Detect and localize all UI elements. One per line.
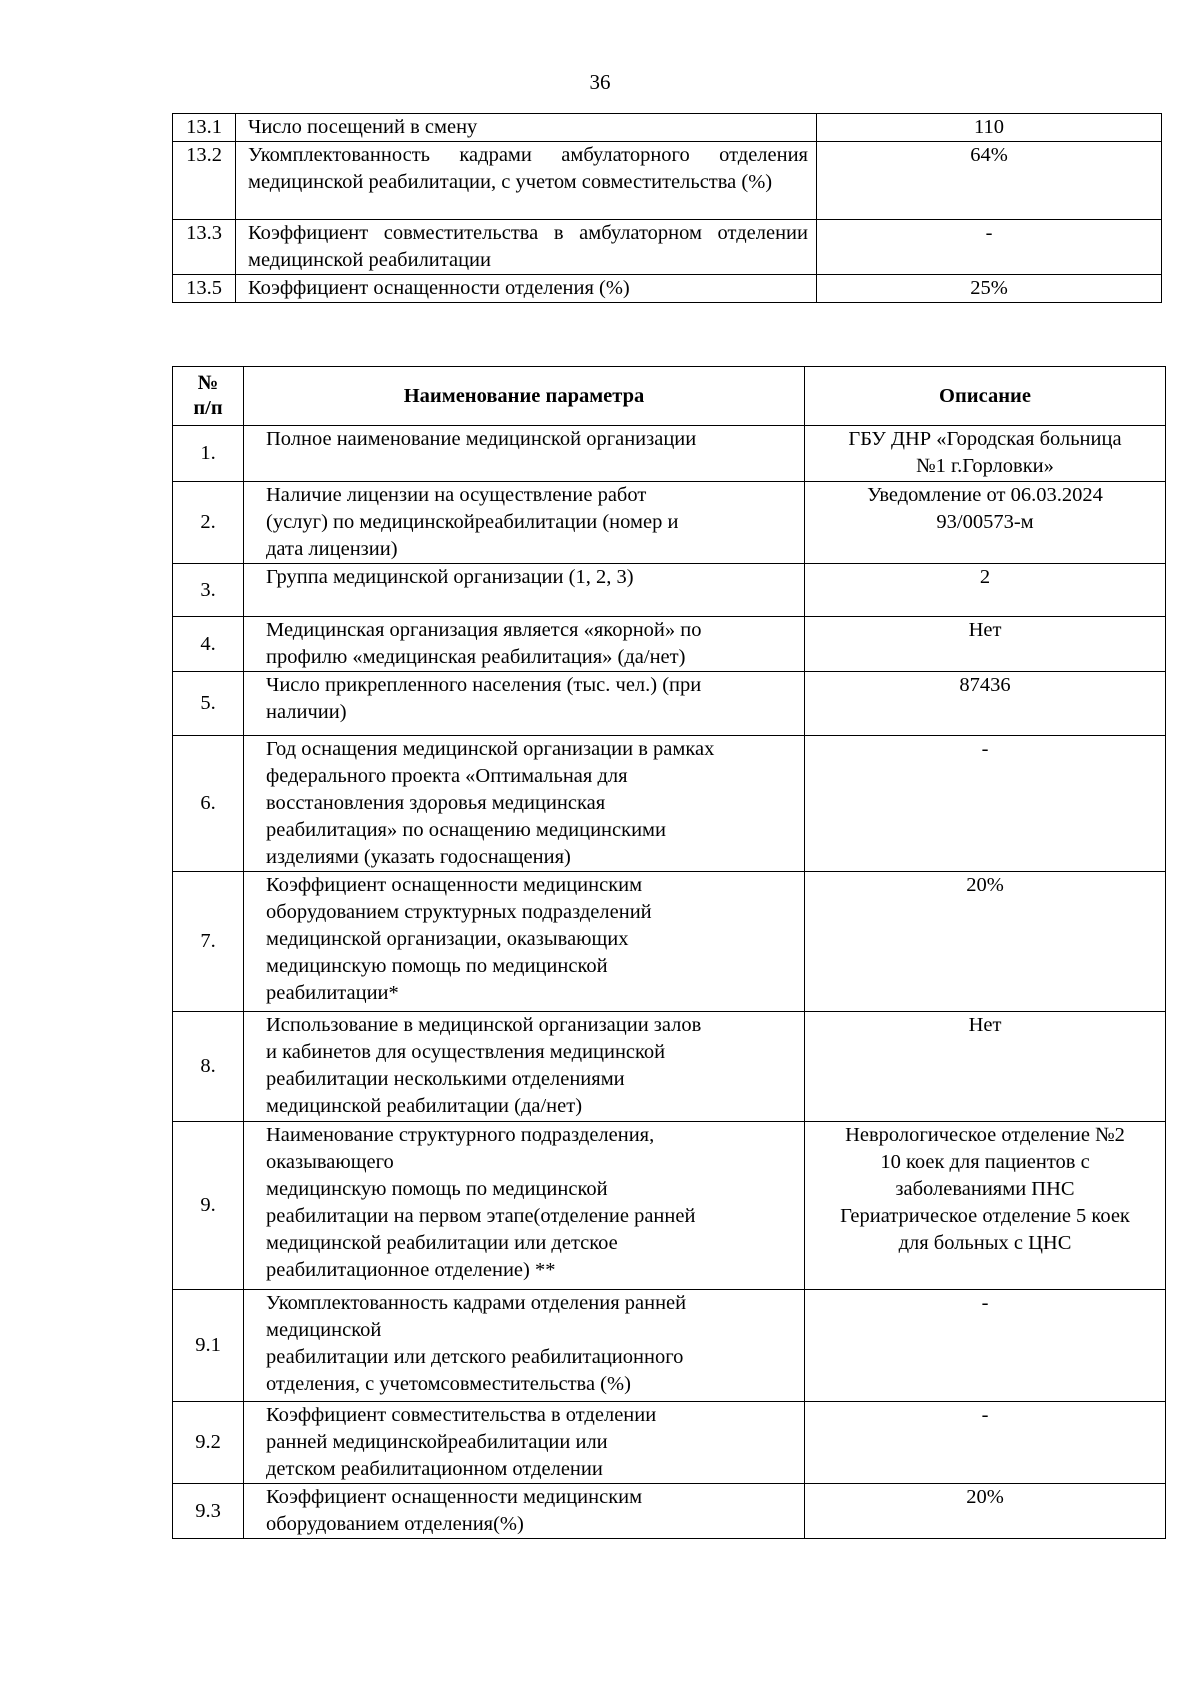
row-name-line: Год оснащения медицинской организации в рамках (266, 738, 715, 760)
table-row (173, 872, 1166, 1012)
continuation-table (172, 113, 1162, 303)
row-value: 110 (817, 114, 1162, 142)
row-description-line: №1 г.Горловки» (916, 455, 1054, 477)
row-description (805, 1290, 1166, 1402)
table-row (173, 736, 1166, 872)
table-row (173, 1012, 1166, 1122)
row-description (805, 617, 1166, 672)
row-number: 13.5 (173, 275, 236, 303)
header-num (173, 367, 244, 426)
row-description-line: 20% (966, 874, 1004, 896)
row-number: 6. (173, 736, 244, 872)
row-description (805, 426, 1166, 482)
row-name-line: наличии) (266, 701, 347, 723)
row-number: 9.3 (173, 1484, 244, 1539)
row-name: Коэффициент оснащенности отделения (%) (236, 275, 817, 303)
row-name-line: оборудованием структурных подразделений (266, 901, 652, 923)
header-name: Наименование параметра (244, 367, 805, 426)
row-name-line: профилю «медицинская реабилитация» (да/нет) (266, 646, 686, 668)
row-name-line: отделения, с учетомсовместительства (%) (266, 1373, 631, 1395)
row-name (244, 736, 805, 872)
table-row (173, 564, 1166, 617)
row-name-line: Медицинская организация является «якорной» по (266, 619, 702, 641)
row-number: 5. (173, 672, 244, 736)
table-row (173, 1290, 1166, 1402)
table-row (173, 617, 1166, 672)
row-name-line: ранней медицинскойреабилитации или (266, 1431, 608, 1453)
row-description-line: Уведомление от 06.03.2024 (867, 484, 1103, 506)
row-name-line: федерального проекта «Оптимальная для (266, 765, 628, 787)
table-row (173, 1402, 1166, 1484)
row-name-line: Укомплектованность кадрами отделения ранней (266, 1292, 687, 1314)
row-description-line: для больных с ЦНС (898, 1232, 1072, 1254)
row-number: 8. (173, 1012, 244, 1122)
row-description-line: Нет (968, 619, 1002, 641)
row-name (244, 1012, 805, 1122)
table-row (173, 672, 1166, 736)
row-name-line: дата лицензии) (266, 538, 398, 560)
row-name-line: восстановления здоровья медицинская (266, 792, 606, 814)
row-description-line: ГБУ ДНР «Городская больница (848, 428, 1122, 450)
row-name: Укомплектованность кадрами амбулаторного отделения медицинской реабилитации, с учетом совместительства (%) (236, 142, 817, 220)
row-name-line: Полное наименование медицинской организации (266, 428, 697, 450)
row-name-line: реабилитация» по оснащению медицинскими (266, 819, 666, 841)
header-num-symbol: № (197, 372, 219, 394)
table-row (173, 426, 1166, 482)
row-description-line: 20% (966, 1486, 1004, 1508)
row-name-line: (услуг) по медицинскойреабилитации (номер и (266, 511, 679, 533)
row-number: 9.1 (173, 1290, 244, 1402)
table-row (173, 220, 1162, 275)
row-number: 13.2 (173, 142, 236, 220)
row-description (805, 1122, 1166, 1290)
row-description-line: 93/00573-м (936, 511, 1034, 533)
row-name-line: и кабинетов для осуществления медицинской (266, 1041, 666, 1063)
table-row (173, 1122, 1166, 1290)
row-name-line: Коэффициент совместительства в отделении (266, 1404, 657, 1426)
row-name-line: медицинской организации, оказывающих (266, 928, 629, 950)
row-name-line: реабилитации на первом этапе(отделение ранней (266, 1205, 696, 1227)
row-name-line: реабилитации* (266, 982, 399, 1004)
row-name (244, 672, 805, 736)
row-description-line: заболеваниями ПНС (895, 1178, 1075, 1200)
row-number: 7. (173, 872, 244, 1012)
row-name (244, 1122, 805, 1290)
row-description-line: - (981, 738, 989, 760)
row-description-line: - (981, 1292, 989, 1314)
row-name-line: медицинской реабилитации (да/нет) (266, 1095, 583, 1117)
row-name-line: реабилитации или детского реабилитационного (266, 1346, 684, 1368)
table-row (173, 482, 1166, 564)
header-num-label: п/п (193, 397, 223, 419)
row-number: 9. (173, 1122, 244, 1290)
row-description (805, 482, 1166, 564)
row-description-line: Неврологическое отделение №2 (845, 1124, 1125, 1146)
row-name-line: Число прикрепленного населения (тыс. чел.) (при (266, 674, 702, 696)
row-name-line: Наименование структурного подразделения, (266, 1124, 655, 1146)
row-name (244, 872, 805, 1012)
table-row (173, 1484, 1166, 1539)
row-name-line: Наличие лицензии на осуществление работ (266, 484, 647, 506)
row-name-line: реабилитации несколькими отделениями (266, 1068, 625, 1090)
row-name-line: медицинскую помощь по медицинской (266, 955, 608, 977)
row-number: 13.3 (173, 220, 236, 275)
table-row (173, 142, 1162, 220)
row-name (244, 1290, 805, 1402)
header-row (173, 367, 1166, 426)
row-name-line: медицинскую помощь по медицинской (266, 1178, 608, 1200)
row-description (805, 1484, 1166, 1539)
row-number: 3. (173, 564, 244, 617)
row-name-line: медицинской (266, 1319, 382, 1341)
row-description (805, 872, 1166, 1012)
row-name (244, 564, 805, 617)
row-description-line: 2 (979, 566, 991, 588)
row-value: 64% (817, 142, 1162, 220)
row-name (244, 482, 805, 564)
row-name (244, 1402, 805, 1484)
row-name-line: оборудованием отделения(%) (266, 1513, 524, 1535)
row-name-line: Использование в медицинской организации залов (266, 1014, 702, 1036)
table-row (173, 275, 1162, 303)
row-description-line: 87436 (959, 674, 1011, 696)
row-description-line: - (981, 1404, 989, 1426)
row-name-line: изделиями (указать годоснащения) (266, 846, 571, 868)
row-description (805, 672, 1166, 736)
row-description (805, 1402, 1166, 1484)
row-number: 13.1 (173, 114, 236, 142)
row-name: Число посещений в смену (236, 114, 817, 142)
row-description (805, 736, 1166, 872)
row-description-line: Нет (968, 1014, 1002, 1036)
row-number: 9.2 (173, 1402, 244, 1484)
row-description-line: Гериатрическое отделение 5 коек (840, 1205, 1130, 1227)
row-description (805, 564, 1166, 617)
row-name (244, 617, 805, 672)
row-name-line: оказывающего (266, 1151, 394, 1173)
row-description (805, 1012, 1166, 1122)
header-desc: Описание (805, 367, 1166, 426)
row-name-line: реабилитационное отделение) ** (266, 1259, 556, 1281)
row-value: 25% (817, 275, 1162, 303)
row-name-line: Коэффициент оснащенности медицинским (266, 874, 643, 896)
row-number: 4. (173, 617, 244, 672)
row-name (244, 426, 805, 482)
row-number: 1. (173, 426, 244, 482)
row-name-line: Группа медицинской организации (1, 2, 3) (266, 566, 634, 588)
table-row (173, 114, 1162, 142)
row-description-line: 10 коек для пациентов с (880, 1151, 1090, 1173)
page-number: 36 (589, 70, 611, 94)
row-name-line: медицинской реабилитации или детское (266, 1232, 618, 1254)
row-name-line: детском реабилитационном отделении (266, 1458, 603, 1480)
row-value: - (817, 220, 1162, 275)
row-number: 2. (173, 482, 244, 564)
parameters-table (172, 366, 1166, 1539)
row-name (244, 1484, 805, 1539)
row-name-line: Коэффициент оснащенности медицинским (266, 1486, 643, 1508)
row-name: Коэффициент совместительства в амбулаторном отделении медицинской реабилитации (236, 220, 817, 275)
